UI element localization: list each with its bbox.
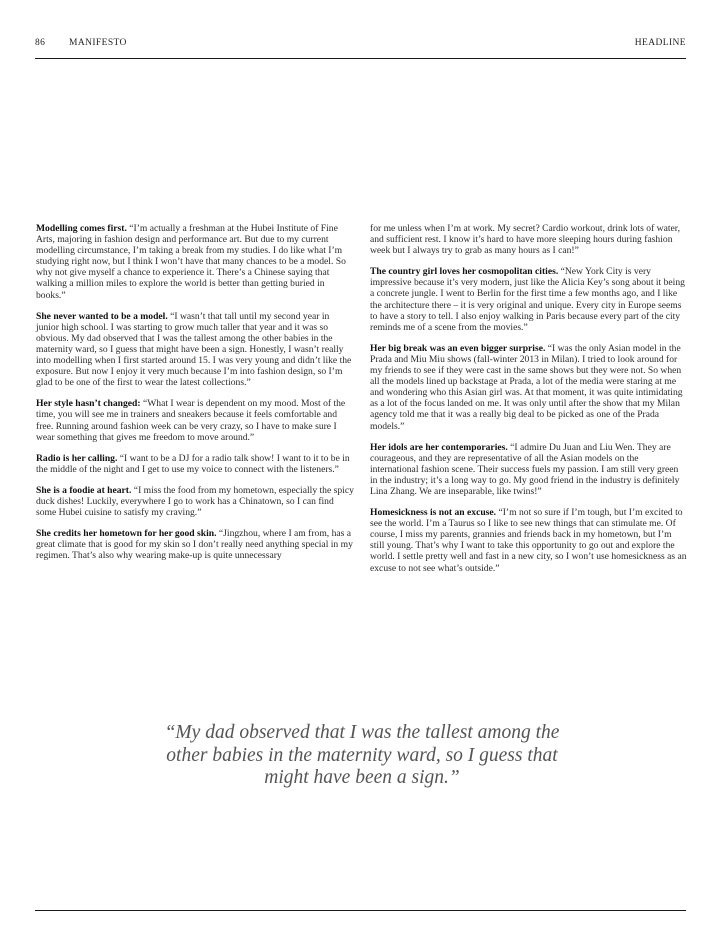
paragraph [36, 485, 354, 518]
paragraph [36, 398, 354, 442]
paragraph [370, 507, 688, 574]
paragraph-lead: Modelling comes first. [36, 223, 127, 234]
paragraph [370, 266, 688, 333]
paragraph [36, 223, 354, 301]
paragraph-lead: She is a foodie at heart. [36, 484, 132, 496]
paragraph [370, 223, 688, 256]
paragraph-text: “Jingzhou, where I am from, has a great climate that is good for my skin so I don’t really need anything special in my regimen. That’s also why wearing make-up is quite unnecessary [36, 528, 353, 562]
paragraph-text: “I want to be a DJ for a radio talk show! I want to it to be in the middle of the night and I get to use my voice to connect with the listeners.” [36, 452, 350, 475]
headline-label: HEADLINE [634, 38, 686, 48]
paragraph-text: “New York City is very impressive because it’s very modern, just like the Alicia Key’s song about it being a concrete jungle. I went to Berlin for the first time a few months ago, and I like the architecture there – it is very original and unique. Every city in Europe seems to have a story to tell. I also enjoy walking in Paris because every part of the city reminds me of a scene from the movies.” [370, 266, 685, 333]
running-header [35, 38, 686, 50]
paragraph-lead: She never wanted to be a model. [36, 310, 168, 322]
paragraph-lead: Her big break was an even bigger surprise. [370, 342, 546, 354]
paragraph-text: for me unless when I’m at work. My secret? Cardio workout, drink lots of water, and sufficient rest. I know it’s hard to have more sleeping hours during fashion week but I always try to grab as many hours as I can!” [370, 223, 681, 257]
paragraph-lead: Her idols are her contemporaries. [370, 441, 508, 453]
paragraph-lead: She credits her hometown for her good skin. [36, 528, 217, 540]
paragraph-text: “I’m actually a freshman at the Hubei Institute of Fine Arts, majoring in fashion design and performance art. But due to my current modelling circumstance, I’m taking a break from my studies. I do like what I’m studying right now, but I think I won’t have that many chances to be a model. So why not give myself a chance to experience it. There’s a Chinese saying that walking a million miles to explore the world is better than getting buried in books.” [36, 223, 346, 301]
paragraph-lead: The country girl loves her cosmopolitan cities. [370, 266, 559, 278]
paragraph-text: “I miss the food from my hometown, especially the spicy duck dishes! Luckily, everywhere I go to work has a Chinatown, so I can find some Hubei cuisine to satisfy my craving.” [36, 484, 354, 519]
footer-rule [35, 910, 686, 911]
paragraph-text: “What I wear is dependent on my mood. Most of the time, you will see me in trainers and sneakers because it feels comfortable and free. Running around fashion week can be very crazy, so I have to make sure I wear something that gives me freedom to move around.” [36, 398, 346, 443]
pull-quote: “My dad observed that I was the tallest among the other babies in the maternity ward, so I guess that might have been a sign.” [164, 722, 560, 788]
paragraph-lead: Her style hasn’t changed: [36, 398, 141, 410]
paragraph-text: “I’m not so sure if I’m tough, but I’m excited to see the world. I’m a Taurus so I like to see new things that can stimulate me. Of course, I miss my parents, grannies and friends back in my hometown, but I’m still young. That’s why I want to take this opportunity to go out and explore the world. I settle pretty well and fast in a new city, so I won’t use homesickness as an excuse to not see what’s outside.” [370, 507, 687, 574]
section-title: MANIFESTO [69, 38, 127, 48]
right-column [370, 223, 688, 584]
paragraph-text: “I wasn’t that tall until my second year in junior high school. I was starting to grow much taller that year and it was so obvious. My dad observed that I was the tallest among the other babies in the maternity ward, so I guess that might have been a sign. Honestly, I wasn’t really into modelling when I first started around 15. I was very young and didn’t like the exposure. But now I enjoy it very much because I’m into fashion design, so I’m glad to be one of the first to wear the latest collections.” [36, 310, 352, 389]
paragraph [36, 453, 354, 475]
paragraph-lead: Radio is her calling. [36, 452, 118, 464]
left-column [36, 223, 354, 571]
paragraph-text: “I was the only Asian model in the Prada and Miu Miu shows (fall-winter 2013 in Milan). I tried to look around for my friends to see if they were cast in the same shows but they were not. So when all the models lined up backstage at Prada, a lot of the media were staring at me and wondering who this Asian girl was. At that moment, it was quite intimidating as a lot of the focus landed on me. It was only until after the show that my Milan agency told me that it was a really big deal to be picked as one of the Prada models.” [370, 342, 683, 432]
paragraph [370, 442, 688, 497]
paragraph-text: “I admire Du Juan and Liu Wen. They are courageous, and they are representative of all the Asian models on the international fashion scene. Their success fuels my passion. I am still very green in the industry; it’s a long way to go. My good friend in the industry is definitely Lina Zhang. We are inseparable, like twins!” [370, 441, 680, 497]
paragraph [370, 343, 688, 432]
paragraph [36, 528, 354, 561]
paragraph [36, 311, 354, 389]
page-number: 86 [35, 38, 46, 48]
header-rule [35, 58, 686, 59]
paragraph-lead: Homesickness is not an excuse. [370, 507, 497, 519]
